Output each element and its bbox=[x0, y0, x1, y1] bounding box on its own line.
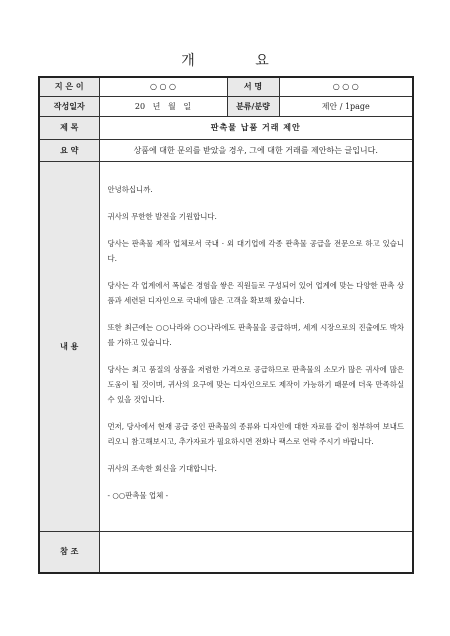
reference-label: 참 조 bbox=[39, 531, 99, 573]
letter-greeting: 안녕하십니까. bbox=[107, 184, 153, 194]
subject-row bbox=[39, 116, 413, 139]
document-title: 개 요 bbox=[181, 53, 297, 69]
content-cell bbox=[99, 161, 413, 531]
overview-form bbox=[38, 76, 414, 574]
date-row bbox=[39, 96, 413, 116]
reference-value bbox=[99, 531, 413, 573]
date-value: 20 년 월 일 bbox=[99, 96, 227, 116]
letter-paragraph: 귀사의 조속한 회신을 기대합니다. bbox=[107, 463, 217, 473]
subject-value: 판촉물 납품 거래 제안 bbox=[99, 116, 413, 139]
category-value: 제안 / 1page bbox=[279, 96, 413, 116]
author-label: 지 은 이 bbox=[39, 77, 99, 96]
content-label: 내 용 bbox=[39, 161, 99, 531]
letter-paragraph: 당사는 최고 품질의 상품을 저렴한 가격으로 공급하므로 판촉물의 소모가 많은 귀사에 많은 도움이 될 것이며, 귀사의 요구에 맞는 디자인으로도 제작이 가능하기 때문에 더욱 만족하실 수 있을 것입니다. bbox=[107, 364, 404, 404]
letter-paragraph: 귀사의 무한한 발전을 기원합니다. bbox=[107, 211, 217, 221]
signature-value: ○ ○ ○ bbox=[279, 77, 413, 96]
category-label: 분류/분량 bbox=[227, 96, 279, 116]
letter-paragraph: 또한 최근에는 ○○나라와 ○○나라에도 판촉물을 공급하며, 세계 시장으로의 진출에도 박차를 가하고 있습니다. bbox=[107, 322, 404, 347]
letter-body bbox=[100, 162, 413, 503]
letter-paragraph: 당사는 각 업계에서 폭넓은 경험을 쌓은 직원들로 구성되어 있어 업계에 맞는 다양한 판촉 상품과 세련된 디자인으로 국내에 많은 고객을 확보해 왔습니다. bbox=[107, 280, 404, 305]
subject-label: 제 목 bbox=[39, 116, 99, 139]
summary-label: 요 약 bbox=[39, 139, 99, 161]
summary-value: 상품에 대한 문의를 받았을 경우, 그에 대한 거래를 제안하는 글입니다. bbox=[99, 139, 413, 161]
content-row bbox=[39, 161, 413, 531]
letter-paragraph: 먼저, 당사에서 현재 공급 중인 판촉물의 종류와 디자인에 대한 자료를 같이 첨부하여 보내드리오니 참고해보시고, 추가자료가 필요하시면 전화나 팩스로 연락 주시기 바랍니다. bbox=[107, 421, 404, 446]
signature-label: 서 명 bbox=[227, 77, 279, 96]
author-value: ○ ○ ○ bbox=[99, 77, 227, 96]
letter-signature: - ○○판촉물 업체 - bbox=[107, 490, 169, 500]
author-row bbox=[39, 77, 413, 96]
summary-row bbox=[39, 139, 413, 161]
date-label: 작성일자 bbox=[39, 96, 99, 116]
letter-paragraph: 당사는 판촉물 제작 업체로서 국내 · 외 대기업에 각종 판촉물 공급을 전문으로 하고 있습니다. bbox=[107, 238, 404, 263]
reference-row bbox=[39, 531, 413, 573]
